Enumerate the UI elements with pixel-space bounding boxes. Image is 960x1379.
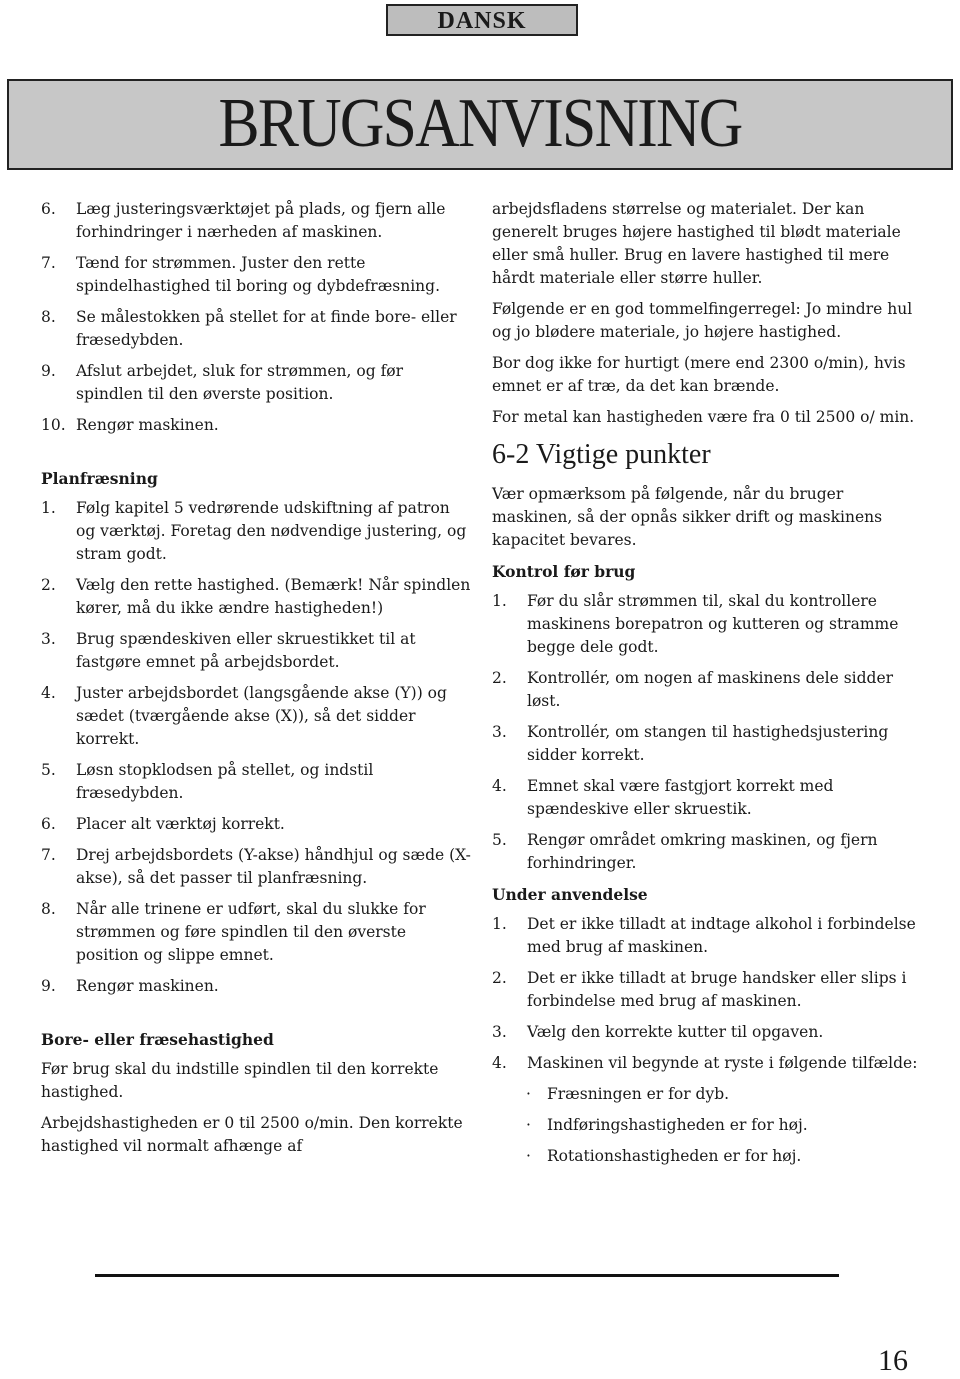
item-text: Vælg den rette hastighed. (Bemærk! Når spindlen kører, må du ikke ændre hastigheden!) [76, 576, 471, 617]
item-text: Emnet skal være fastgjort korrekt med spændeskive eller skruestik. [527, 777, 834, 818]
bullet-text: Rotationshastigheden er for høj. [547, 1147, 802, 1165]
right-column [492, 198, 922, 1176]
item-text: Det er ikke tilladt at indtage alkohol i forbindelse med brug af maskinen. [527, 915, 916, 956]
item-number: 1. [492, 592, 507, 610]
bullet-item [492, 1114, 922, 1137]
bullet-item [492, 1083, 922, 1106]
bullet-text: Fræsningen er for dyb. [547, 1085, 730, 1103]
list-item [41, 898, 471, 967]
item-text: Følg kapitel 5 vedrørende udskiftning af patron og værktøj. Foretag den nødvendige justering, og stram godt. [76, 499, 467, 563]
paragraph: Før brug skal du indstille spindlen til den korrekte hastighed. [41, 1060, 439, 1101]
item-number: 1. [41, 499, 56, 517]
list-item [492, 913, 922, 959]
footer-rule [95, 1274, 839, 1277]
list-item [41, 628, 471, 674]
list-item [492, 667, 922, 713]
list-item [41, 497, 471, 566]
item-number: 3. [492, 1023, 507, 1041]
item-text: Drej arbejdsbordets (Y-akse) håndhjul og sæde (X-akse), så det passer til planfræsning. [76, 846, 471, 887]
paragraph: Følgende er en god tommelfingerregel: Jo mindre hul og jo blødere materiale, jo højere hastighed. [492, 300, 913, 341]
item-number: 3. [492, 723, 507, 741]
list-item [41, 414, 471, 437]
list-item [41, 682, 471, 751]
title-banner [7, 79, 953, 170]
under-heading: Under anvendelse [492, 885, 648, 904]
kontrol-list [492, 590, 922, 875]
list-item [41, 813, 471, 836]
list-item [41, 844, 471, 890]
speed-heading: Bore- eller fræsehastighed [41, 1030, 274, 1049]
list-item [492, 967, 922, 1013]
intro-paragraph: Vær opmærksom på følgende, når du bruger maskinen, så der opnås sikker drift og maskinens kapacitet bevares. [492, 485, 883, 549]
left-column [41, 198, 471, 1166]
list-item [492, 775, 922, 821]
list-item [41, 975, 471, 998]
list-item [41, 574, 471, 620]
item-number: 4. [41, 684, 56, 702]
item-text: Tænd for strømmen. Juster den rette spindelhastighed til boring og dybdefræsning. [76, 254, 441, 295]
item-number: 5. [492, 831, 507, 849]
bullet-dot: · [526, 1116, 531, 1134]
list-item [492, 1052, 922, 1075]
under-list [492, 913, 922, 1075]
section-title: 6-2 Vigtige punkter [492, 439, 711, 470]
item-text: Vælg den korrekte kutter til opgaven. [527, 1023, 824, 1041]
list-item [41, 759, 471, 805]
steps-list-b [41, 497, 471, 998]
paragraph: Bor dog ikke for hurtigt (mere end 2300 o/min), hvis emnet er af træ, da det kan brænde. [492, 354, 906, 395]
item-number: 2. [492, 669, 507, 687]
item-number: 3. [41, 630, 56, 648]
list-item [492, 829, 922, 875]
item-text: Rengør området omkring maskinen, og fjern forhindringer. [527, 831, 878, 872]
item-text: Se målestokken på stellet for at finde bore- eller fræsedybden. [76, 308, 457, 349]
item-number: 4. [492, 777, 507, 795]
page-number: 16 [878, 1344, 908, 1377]
item-text: Afslut arbejdet, sluk for strømmen, og før spindlen til den øverste position. [76, 362, 404, 403]
item-number: 6. [41, 815, 56, 833]
paragraph: Arbejdshastigheden er 0 til 2500 o/min. Den korrekte hastighed vil normalt afhænge af [41, 1114, 463, 1155]
paragraph: arbejdsfladens størrelse og materialet. Der kan generelt bruges højere hastighed til blødt materiale eller små huller. Brug en lavere hastighed til mere hårdt materiale eller større huller. [492, 200, 901, 287]
list-item [41, 198, 471, 244]
kontrol-heading: Kontrol før brug [492, 562, 636, 581]
item-text: Før du slår strømmen til, skal du kontrollere maskinens borepatron og kutteren og stramme begge dele godt. [527, 592, 899, 656]
item-text: Juster arbejdsbordet (langsgående akse (Y)) og sædet (tværgående akse (X)), så det sidder korrekt. [76, 684, 447, 748]
item-number: 7. [41, 254, 56, 272]
item-number: 7. [41, 846, 56, 864]
item-text: Kontrollér, om stangen til hastighedsjustering sidder korrekt. [527, 723, 889, 764]
bullet-list [492, 1083, 922, 1168]
list-item [41, 360, 471, 406]
item-number: 5. [41, 761, 56, 779]
item-number: 2. [41, 576, 56, 594]
item-number: 8. [41, 308, 56, 326]
item-text: Når alle trinene er udført, skal du slukke for strømmen og føre spindlen til den øverste position og slippe emnet. [76, 900, 426, 964]
item-text: Kontrollér, om nogen af maskinens dele sidder løst. [527, 669, 894, 710]
item-number: 8. [41, 900, 56, 918]
bullet-dot: · [526, 1147, 531, 1165]
item-text: Det er ikke tilladt at bruge handsker eller slips i forbindelse med brug af maskinen. [527, 969, 907, 1010]
item-number: 4. [492, 1054, 507, 1072]
page-title: BRUGSANVISNING [218, 85, 742, 162]
item-text: Rengør maskinen. [76, 977, 219, 995]
item-number: 2. [492, 969, 507, 987]
bullet-item [492, 1145, 922, 1168]
bullet-text: Indføringshastigheden er for høj. [547, 1116, 808, 1134]
list-item [492, 1021, 922, 1044]
item-text: Løsn stopklodsen på stellet, og indstil fræsedybden. [76, 761, 374, 802]
item-text: Læg justeringsværktøjet på plads, og fjern alle forhindringer i nærheden af maskinen. [76, 200, 446, 241]
planfraesning-heading: Planfræsning [41, 469, 158, 488]
item-text: Maskinen vil begynde at ryste i følgende tilfælde: [527, 1054, 918, 1072]
item-number: 10. [41, 416, 66, 434]
item-number: 1. [492, 915, 507, 933]
list-item [492, 721, 922, 767]
item-text: Placer alt værktøj korrekt. [76, 815, 285, 833]
item-text: Brug spændeskiven eller skruestikket til at fastgøre emnet på arbejdsbordet. [76, 630, 416, 671]
item-number: 9. [41, 977, 56, 995]
steps-list-a [41, 198, 471, 437]
bullet-dot: · [526, 1085, 531, 1103]
paragraph: For metal kan hastigheden være fra 0 til 2500 o/ min. [492, 408, 915, 426]
list-item [41, 252, 471, 298]
list-item [41, 306, 471, 352]
list-item [492, 590, 922, 659]
item-number: 9. [41, 362, 56, 380]
language-tab: DANSK [386, 4, 578, 36]
item-text: Rengør maskinen. [76, 416, 219, 434]
item-number: 6. [41, 200, 56, 218]
